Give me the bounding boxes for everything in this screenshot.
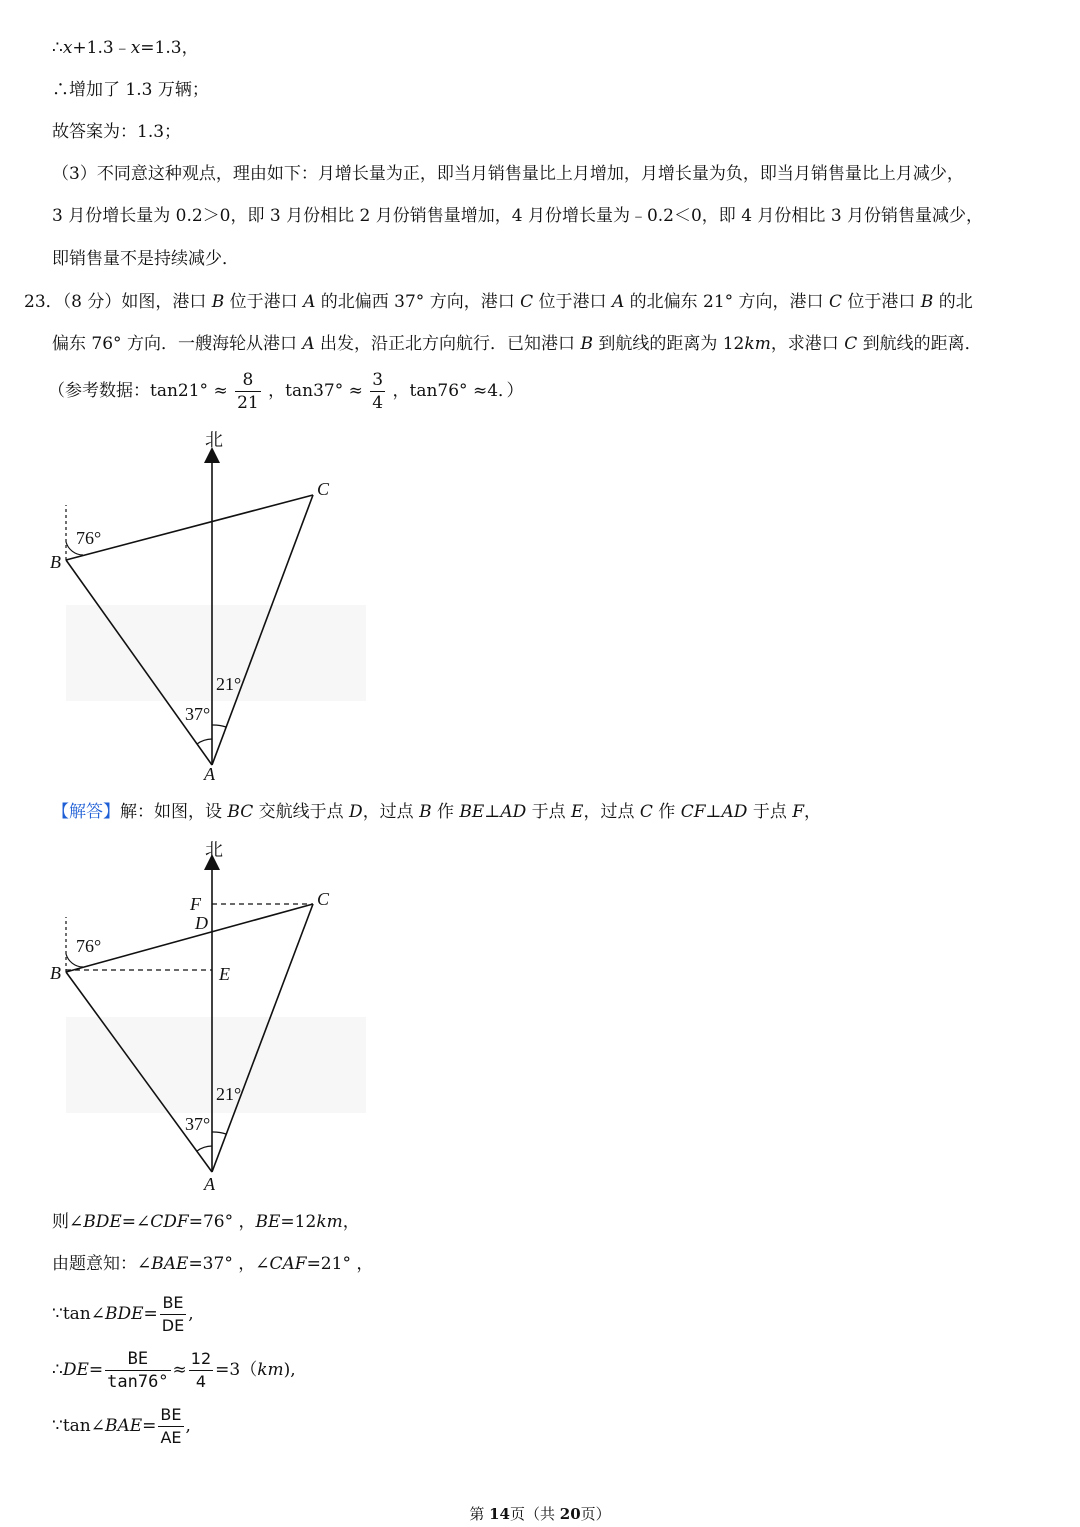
label-b: B <box>50 963 61 983</box>
solution-intro: 【解答】解：如图，设 BC 交航线于点 D，过点 B 作 BE⊥AD 于点 E，过点 C 作 CF⊥AD 于点 F， <box>52 802 822 822</box>
question-23-line-1: 23．（8 分）如图，港口 B 位于港口 A 的北偏西 37° 方向，港口 C 位于港口 A 的北偏东 21° 方向，港口 C 位于港口 B 的北 <box>24 292 973 312</box>
label-north: 北 <box>205 430 223 450</box>
fraction-be-ae: $\frac{BE}{AE}$ <box>160 1405 182 1447</box>
step-2: 由题意知：∠BAE=37° ，∠CAF=21° ， <box>52 1254 374 1274</box>
current-page-number: 14 <box>489 1505 510 1523</box>
label-c: C <box>317 479 330 499</box>
label-a: A <box>204 1174 215 1194</box>
fraction-3-4: $\frac{3}{4}$ <box>372 370 384 413</box>
fraction-8-21: $\frac{8}{21}$ <box>237 370 259 413</box>
text-line-6: 即销售量不是持续减少． <box>52 249 239 269</box>
text-line-3: 故答案为：1.3； <box>52 122 182 142</box>
label-angle-76: 76° <box>76 528 102 548</box>
label-angle-21: 21° <box>216 1084 242 1104</box>
step-4: ∴DE= $\frac{BE}{\tan 76^\circ}$ ≈ $\frac{12}{4}$ =3（km), <box>52 1349 296 1392</box>
text-line-4: （3）不同意这种观点，理由如下：月增长量为正，即当月销售量比上月增加，月增长量为负，即当月销售量比上月减少， <box>52 164 964 184</box>
text-line-5: 3 月份增长量为 0.2＞0，即 3 月份相比 2 月份销售量增加，4 月份增长量为﹣0.2＜0，即 4 月份相比 3 月份销售量减少， <box>52 206 984 226</box>
label-north: 北 <box>205 840 223 860</box>
label-d: D <box>195 913 208 933</box>
step-5: ∵tan∠BAE= $\frac{BE}{AE}$ , <box>52 1405 191 1447</box>
label-angle-37: 37° <box>185 704 211 724</box>
label-f: F <box>190 894 201 914</box>
total-pages: 20 <box>559 1505 581 1523</box>
angle-arc-21 <box>212 1132 226 1134</box>
angle-arc-21 <box>212 725 226 727</box>
figure-2-diagram <box>30 832 370 1202</box>
fraction-be-tan76: $\frac{BE}{\tan 76^\circ}$ <box>107 1349 169 1392</box>
question-23-reference-data: （参考数据：tan21° ≈ $\frac{8}{21}$ ，tan37° ≈ $\frac{3}{4}$ ，tan76° ≈4．） <box>48 370 524 413</box>
label-angle-76: 76° <box>76 936 102 956</box>
solution-tag: 【解答】 <box>52 802 120 822</box>
angle-arc-37 <box>197 739 212 744</box>
angle-arc-37 <box>197 1146 212 1151</box>
question-23-line-2: 偏东 76° 方向．一艘海轮从港口 A 出发，沿正北方向航行．已知港口 B 到航线的距离为 12km，求港口 C 到航线的距离． <box>52 334 982 354</box>
figure-1-diagram <box>30 420 370 790</box>
page-footer: 第 14页（共 20页） <box>469 1505 611 1523</box>
segment-bc <box>66 904 313 972</box>
label-a: A <box>204 764 215 784</box>
step-3: ∵tan∠BDE= $\frac{BE}{DE}$ , <box>52 1293 194 1335</box>
fraction-be-de: $\frac{BE}{DE}$ <box>161 1293 185 1335</box>
step-1: 则∠BDE=∠CDF=76° ，BE=12km， <box>52 1212 360 1232</box>
fraction-12-4: $\frac{12}{4}$ <box>190 1349 212 1391</box>
label-angle-37: 37° <box>185 1114 211 1134</box>
text-line-2: ∴增加了 1.3 万辆； <box>52 80 209 100</box>
label-b: B <box>50 552 61 572</box>
text-line-1: ∴x+1.3﹣x=1.3， <box>52 38 199 58</box>
label-angle-21: 21° <box>216 674 242 694</box>
label-e: E <box>219 964 230 984</box>
segment-bc <box>66 495 313 560</box>
label-c: C <box>317 889 330 909</box>
